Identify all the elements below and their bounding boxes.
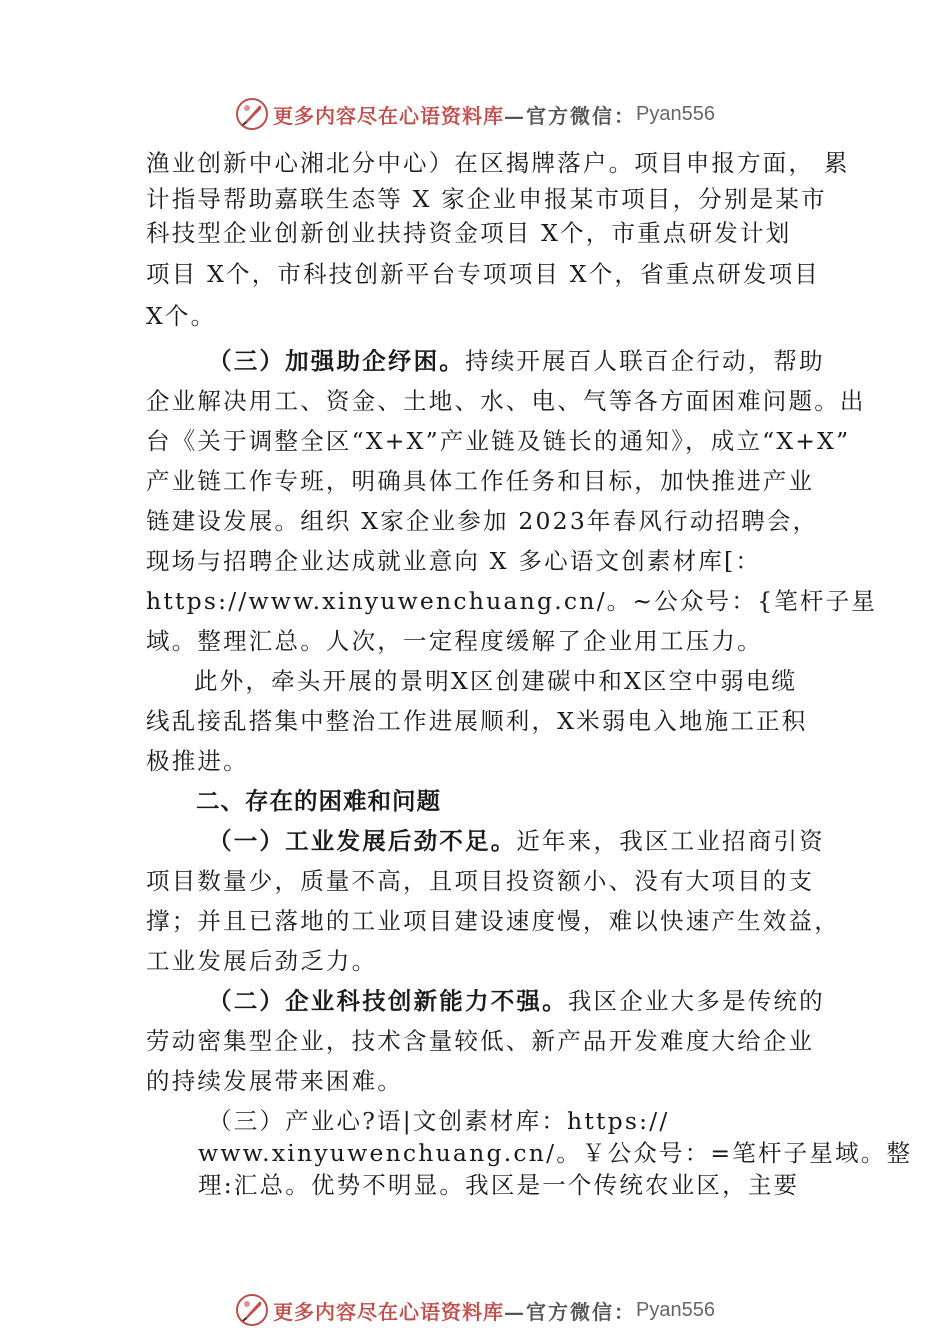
- text-line: 项目 X个，市科技创新平台专项项目 X个，省重点研发项目: [146, 260, 820, 288]
- quill-pen-logo-icon: [235, 97, 269, 131]
- watermark-header: [0, 94, 950, 134]
- text-line: 科技型企业创新创业扶持资金项目 X个，市重点研发计划: [146, 219, 792, 247]
- watermark-text-red: 更多内容尽在心语资料库: [273, 1299, 505, 1324]
- paragraph-line: （二）企业科技创新能力不强。我区企业大多是传统的: [208, 987, 825, 1015]
- subheading-strengthen-enterprise-support: （三）加强助企纾困。: [208, 347, 465, 375]
- watermark-footer: [0, 1290, 950, 1330]
- section-heading: 二、存在的困难和问题: [196, 787, 441, 815]
- text-line: www.xinyuwenchuang.cn/。￥公众号：=笔杆子星域。整: [198, 1139, 913, 1167]
- watermark-wechat-id: Pyan556: [636, 1298, 715, 1321]
- text-line: 链建设发展。组织 X家企业参加 2023年春风行动招聘会，: [146, 507, 819, 535]
- text-line: （三）产业心?语|文创素材库：https://: [208, 1107, 670, 1135]
- watermark-text-dark: —官方微信：: [504, 103, 637, 128]
- text-line: 的持续发展带来困难。: [146, 1067, 403, 1095]
- text-line: 台《关于调整全区“X+X”产业链及链长的通知》，成立“X+X”: [146, 427, 851, 455]
- subheading-industrial-momentum: （一）工业发展后劲不足。: [208, 827, 517, 855]
- text-line: 劳动密集型企业，技术含量较低、新产品开发难度大给企业: [146, 1027, 815, 1055]
- watermark-text-red: 更多内容尽在心语资料库: [273, 103, 505, 128]
- text-line: 项目数量少，质量不高，且项目投资额小、没有大项目的支: [146, 867, 815, 895]
- quill-pen-logo-icon: [235, 1293, 269, 1327]
- paragraph-line: （一）工业发展后劲不足。近年来，我区工业招商引资: [208, 827, 825, 855]
- text-line: 线乱接乱搭集中整治工作进展顺利，X米弱电入地施工正积: [146, 707, 808, 735]
- text-line: https://www.xinyuwenchuang.cn/。~公众号：{笔杆子星: [146, 587, 878, 615]
- text-line: 渔业创新中心湘北分中心）在区揭牌落户。项目申报方面， 累: [146, 149, 850, 177]
- text-line: 工业发展后劲乏力。: [146, 947, 378, 975]
- text-line: 企业解决用工、资金、土地、水、电、气等各方面困难问题。出: [146, 387, 866, 415]
- text-line: 现场与招聘企业达成就业意向 X 多心语文创素材库[：: [146, 547, 762, 575]
- text-line: 域。整理汇总。人次，一定程度缓解了企业用工压力。: [146, 627, 763, 655]
- text-line: X个。: [146, 302, 217, 330]
- text-line: 产业链工作专班，明确具体工作任务和目标，加快推进产业: [146, 467, 815, 495]
- text-line: 理:汇总。优势不明显。我区是一个传统农业区，主要: [198, 1171, 800, 1199]
- text-line: 极推进。: [146, 747, 249, 775]
- watermark-wechat-id: Pyan556: [636, 102, 715, 125]
- subheading-tech-innovation: （二）企业科技创新能力不强。: [208, 987, 568, 1015]
- text-line: 此外，牵头开展的景明X区创建碳中和X区空中弱电缆: [194, 667, 798, 695]
- text-line: 撑；并且已落地的工业项目建设速度慢，难以快速产生效益，: [146, 907, 840, 935]
- watermark-text-dark: —官方微信：: [504, 1299, 637, 1324]
- paragraph-3-line: （三）加强助企纾困。持续开展百人联百企行动，帮助: [208, 347, 825, 375]
- text-line: 计指导帮助嘉联生态等 X 家企业申报某市项目，分别是某市: [146, 185, 827, 213]
